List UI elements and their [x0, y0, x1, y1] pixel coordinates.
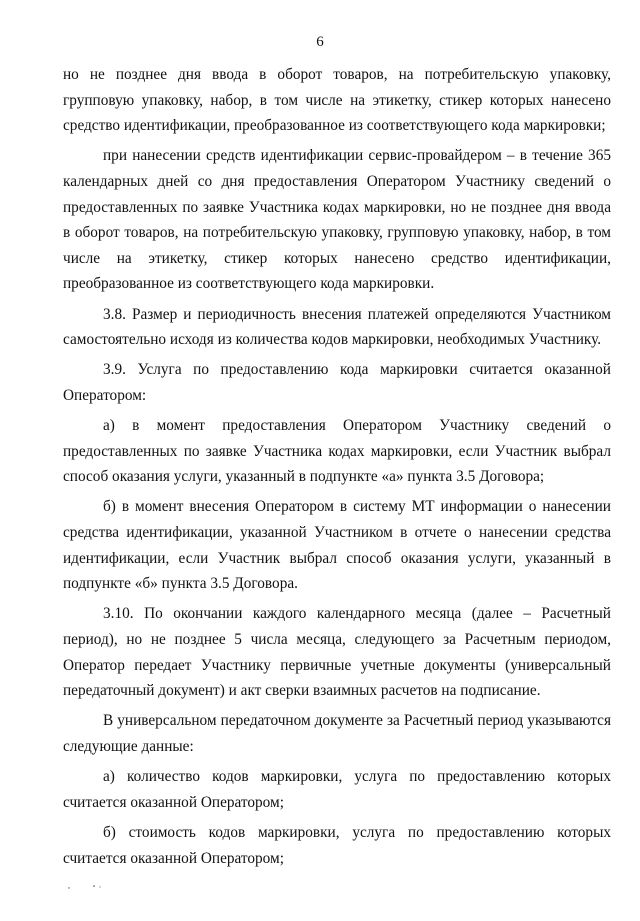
paragraph-upd-a: а) количество кодов маркировки, услуга по предоставлению которых считается оказанной Оператором;	[63, 768, 611, 811]
scan-specks	[66, 876, 106, 896]
paragraph-3-9-a: а) в момент предоставления Оператором Участнику сведений о предоставленных по заявке Участника кодах маркировки, если Участник выбрал способ оказания услуги, указанный в подпункте «а» пункта 3.5 Договора;	[63, 417, 611, 486]
paragraph-3-8: 3.8. Размер и периодичность внесения платежей определяются Участником самостоятельно исходя из количества кодов маркировки, необходимых Участнику.	[63, 305, 611, 349]
paragraph-upd-intro: В универсальном передаточном документе за Расчетный период указываются следующие данные:	[63, 712, 611, 755]
paragraph-3-9: 3.9. Услуга по предоставлению кода маркировки считается оказанной Оператором:	[63, 361, 611, 404]
document-body	[63, 62, 611, 876]
paragraph-upd-b: б) стоимость кодов маркировки, услуга по предоставлению которых считается оказанной Оператором;	[63, 823, 611, 867]
paragraph-3-10: 3.10. По окончании каждого календарного месяца (далее – Расчетный период), но не позднее 5 числа месяца, следующего за Расчетным периодом, Оператор передает Участнику первичные учетные документы (универсальный передаточный документ) и акт сверки взаимных расчетов на подписание.	[63, 605, 611, 700]
paragraph-3-9-b: б) в момент внесения Оператором в систему МТ информации о нанесении средства идентификации, указанной Участником в отчете о нанесении средства идентификации, если Участник выбрал способ оказания услуги, указанный в подпункте «б» пункта 3.5 Договора.	[63, 498, 611, 593]
paragraph-service-provider: при нанесении средств идентификации сервис-провайдером – в течение 365 календарных дней со дня предоставления Оператором Участнику сведений о предоставленных по заявке Участника кодах маркировки, но не позднее дня ввода в оборот товаров, на потребительскую упаковку, групповую упаковку, набор, в том числе на этикетку, стикер которых нанесено средство идентификации, преобразованное из соответствующего кода маркировки.	[63, 147, 611, 293]
page-number: 6	[316, 34, 324, 50]
paragraph-continuation: но не позднее дня ввода в оборот товаров, на потребительскую упаковку, групповую упаковку, набор, в том числе на этикетку, стикер которых нанесено средство идентификации, преобразованное из соответствующего кода маркировки;	[63, 66, 611, 135]
